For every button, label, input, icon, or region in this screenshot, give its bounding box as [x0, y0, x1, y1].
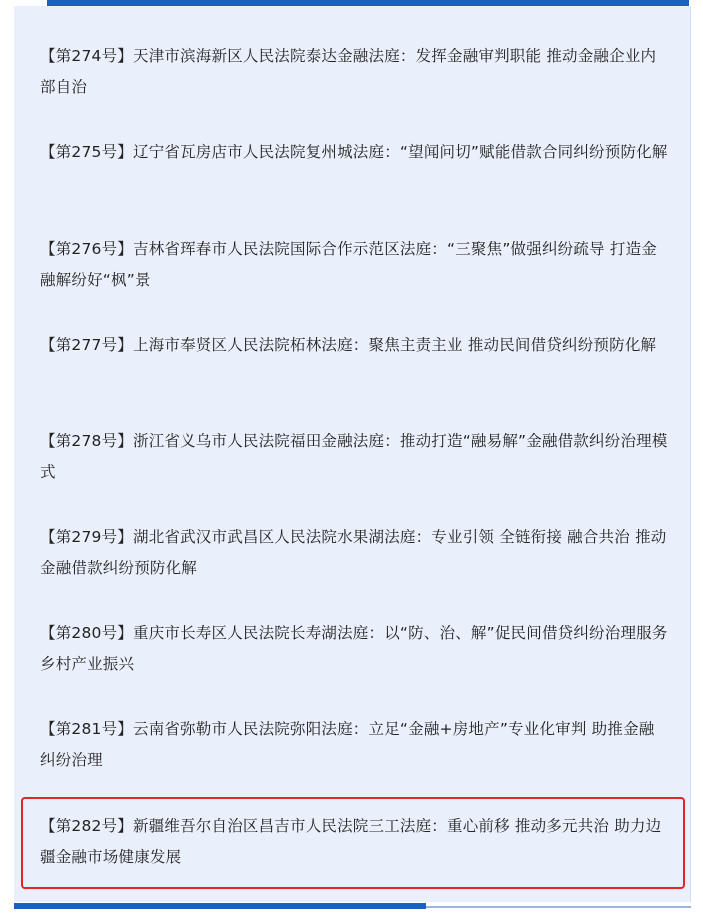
case-number: 【第276号】	[40, 240, 133, 258]
case-entry-275	[40, 137, 670, 168]
case-entry-281	[40, 714, 670, 776]
case-entry-282	[40, 811, 670, 873]
case-entry-280	[40, 618, 670, 680]
case-title: 辽宁省瓦房店市人民法院复州城法庭：“望闻问切”赋能借款合同纠纷预防化解	[133, 143, 668, 161]
case-number: 【第274号】	[40, 47, 133, 65]
case-title: 新疆维吾尔自治区昌吉市人民法院三工法庭：重心前移 推动多元共治 助力边疆金融市场健康发展	[40, 817, 662, 866]
case-title: 天津市滨海新区人民法院泰达金融法庭：发挥金融审判职能 推动金融企业内部自治	[40, 47, 657, 96]
case-number: 【第282号】	[40, 817, 133, 835]
case-entry-279	[40, 522, 670, 584]
case-entry-276	[40, 234, 670, 296]
case-title: 湖北省武汉市武昌区人民法院水果湖法庭：专业引领 全链衔接 融合共治 推动金融借款纠纷预防化解	[40, 528, 667, 577]
case-title: 云南省弥勒市人民法院弥阳法庭：立足“金融+房地产”专业化审判 助推金融纠纷治理	[40, 720, 655, 769]
case-number: 【第279号】	[40, 528, 133, 546]
case-entry-278	[40, 426, 670, 488]
case-number: 【第277号】	[40, 336, 133, 354]
case-entry-277	[40, 330, 670, 361]
case-number: 【第280号】	[40, 624, 133, 642]
case-number: 【第278号】	[40, 432, 133, 450]
bottom-divider-line	[426, 906, 691, 908]
case-number: 【第275号】	[40, 143, 133, 161]
case-title: 吉林省珲春市人民法院国际合作示范区法庭：“三聚焦”做强纠纷疏导 打造金融解纷好“枫”景	[40, 240, 657, 289]
case-entry-274	[40, 41, 670, 103]
case-title: 浙江省义乌市人民法院福田金融法庭：推动打造“融易解”金融借款纠纷治理模式	[40, 432, 668, 481]
case-number: 【第281号】	[40, 720, 133, 738]
case-title: 重庆市长寿区人民法院长寿湖法庭：以“防、治、解”促民间借贷纠纷治理服务乡村产业振兴	[40, 624, 668, 673]
case-title: 上海市奉贤区人民法院柘林法庭：聚焦主责主业 推动民间借贷纠纷预防化解	[133, 336, 657, 354]
bottom-accent-bar	[14, 903, 426, 909]
